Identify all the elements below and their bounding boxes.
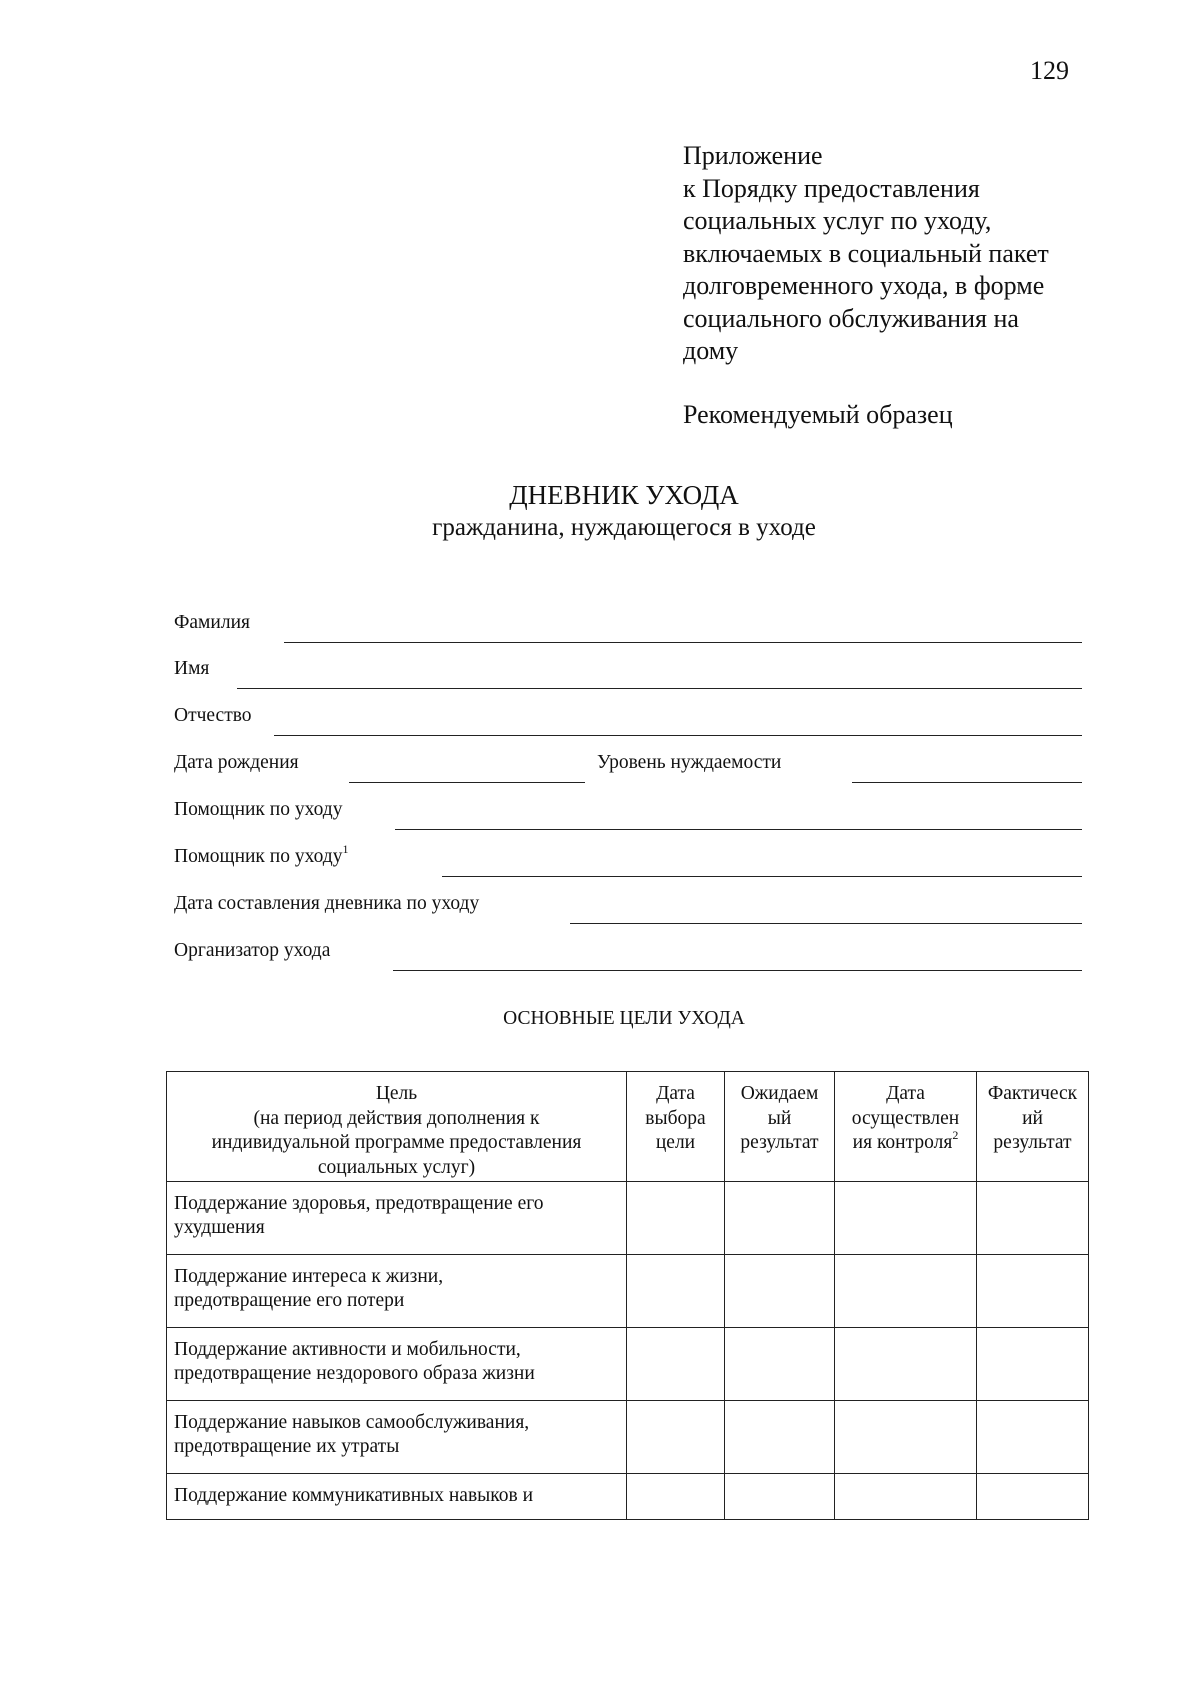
date-selected-cell[interactable] [627,1328,725,1401]
need-level-input-line[interactable] [852,782,1082,783]
field-label: Фамилия [174,612,250,633]
actual-result-cell[interactable] [977,1182,1089,1255]
field-label: Организатор ухода [174,940,331,961]
field-name [174,658,1082,704]
birth-date-input-line[interactable] [349,782,585,783]
table-row [167,1474,1089,1520]
appendix-line: социальных услуг по уходу, [683,206,992,235]
header-actual-result: Фактическ ий результат [977,1072,1089,1182]
assistant-2-input-line[interactable] [442,876,1082,877]
field-assistant-2 [174,841,1082,892]
name-input-line[interactable] [237,688,1082,689]
header-expected-result: Ожидаем ый результат [725,1072,835,1182]
section-heading: ОСНОВНЫЕ ЦЕЛИ УХОДА [503,1008,745,1029]
appendix-line: включаемых в социальный пакет [683,238,1049,268]
appendix-block [683,140,1143,368]
expected-result-cell[interactable] [725,1328,835,1401]
expected-result-cell[interactable] [725,1474,835,1520]
goal-cell: Поддержание коммуникативных навыков и [167,1474,627,1520]
actual-result-cell[interactable] [977,1328,1089,1401]
goal-cell: Поддержание активности и мобильности, предотвращение нездорового образа жизни [167,1328,627,1401]
control-date-cell[interactable] [835,1328,977,1401]
table-row [167,1182,1089,1255]
field-surname [174,612,1082,658]
footnote-marker: 2 [952,1127,959,1142]
field-label: Отчество [174,705,252,726]
goal-cell: Поддержание здоровья, предотвращение его ухудшения [167,1182,627,1255]
appendix-line: дому [683,336,739,365]
field-organizer [174,940,1082,986]
goal-cell: Поддержание навыков самообслуживания, предотвращение их утраты [167,1401,627,1474]
expected-result-cell[interactable] [725,1401,835,1474]
control-date-cell[interactable] [835,1474,977,1520]
appendix-line: к Порядку предоставления [683,173,980,203]
page-number: 129 [1030,56,1069,85]
header-goal: Цель (на период действия дополнения к индивидуальной программе предоставления социальных услуг) [167,1072,627,1182]
expected-result-cell[interactable] [725,1255,835,1328]
header-control-date: Дата осуществлен ия контроля$^2$ [835,1072,977,1182]
table-row [167,1328,1089,1401]
appendix-line: долговременного ухода, в форме [683,271,1045,300]
document-subtitle: гражданина, нуждающегося в уходе [432,514,816,541]
document-title: ДНЕВНИК УХОДА [509,480,739,510]
field-diary-date [174,893,1082,939]
date-selected-cell[interactable] [627,1182,725,1255]
surname-input-line[interactable] [284,642,1082,643]
appendix-line: Приложение [683,141,823,170]
field-label: Дата составления дневника по уходу [174,893,480,914]
actual-result-cell[interactable] [977,1401,1089,1474]
table-row [167,1401,1089,1474]
control-date-cell[interactable] [835,1182,977,1255]
actual-result-cell[interactable] [977,1255,1089,1328]
field-label: Помощник по уходу$^1$ [174,841,349,867]
organizer-input-line[interactable] [393,970,1082,971]
field-birth-date-need-level [174,752,1082,798]
footnote-marker: 1 [342,841,349,856]
field-label: Уровень нуждаемости [597,752,782,773]
control-date-cell[interactable] [835,1255,977,1328]
date-selected-cell[interactable] [627,1474,725,1520]
field-assistant [174,799,1082,845]
recommended-sample-label: Рекомендуемый образец [683,400,953,429]
patronymic-input-line[interactable] [274,735,1082,736]
goals-table [166,1071,1089,1520]
field-patronymic [174,705,1082,751]
header-date-selected: Дата выбора цели [627,1072,725,1182]
appendix-line: социального обслуживания на [683,303,1019,333]
date-selected-cell[interactable] [627,1401,725,1474]
control-date-cell[interactable] [835,1401,977,1474]
field-label: Помощник по уходу [174,799,343,820]
expected-result-cell[interactable] [725,1182,835,1255]
field-label: Имя [174,658,210,679]
assistant-input-line[interactable] [395,829,1082,830]
goal-cell: Поддержание интереса к жизни, предотвращение его потери [167,1255,627,1328]
diary-date-input-line[interactable] [570,923,1082,924]
field-label: Дата рождения [174,752,299,773]
date-selected-cell[interactable] [627,1255,725,1328]
actual-result-cell[interactable] [977,1474,1089,1520]
table-row [167,1255,1089,1328]
